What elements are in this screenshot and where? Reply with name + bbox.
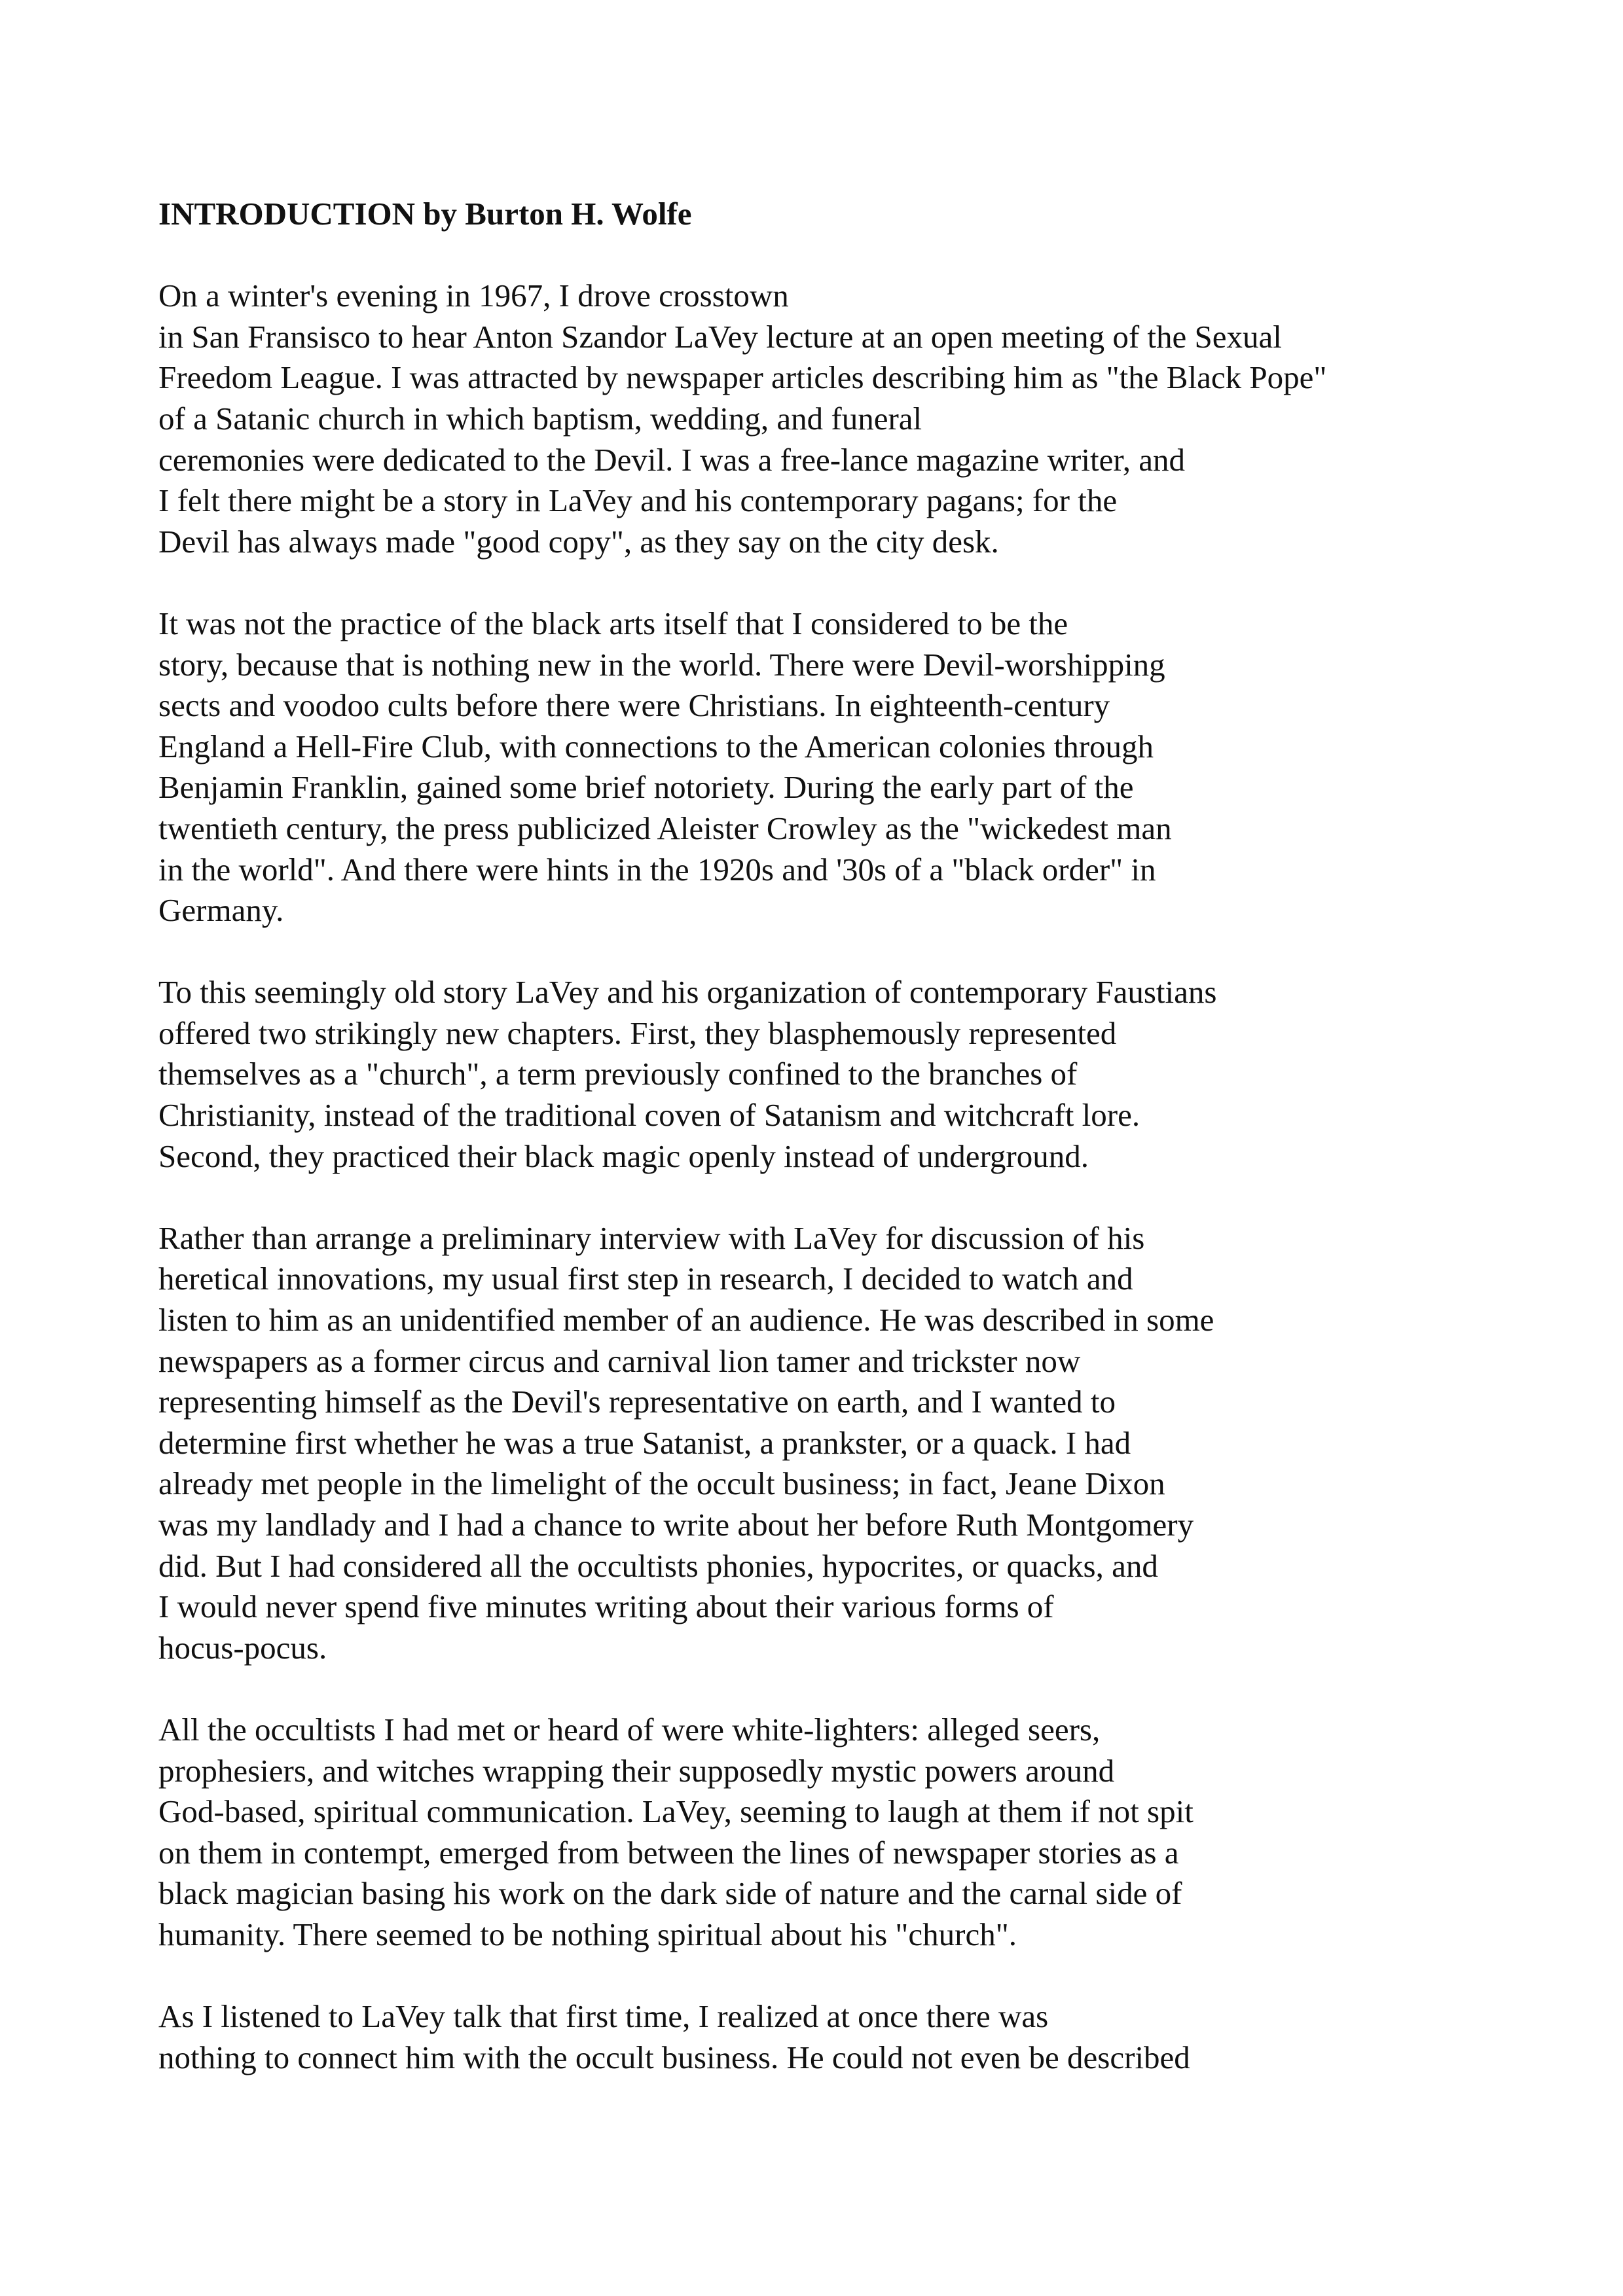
text-line: Freedom League. I was attracted by newspaper articles describing him as "the Black Pope" <box>158 359 1327 396</box>
paragraph-spacer <box>158 562 1599 603</box>
text-line: sects and voodoo cults before there were Christians. In eighteenth-century <box>158 687 1110 724</box>
text-line: Rather than arrange a preliminary interview with LaVey for discussion of his <box>158 1219 1145 1256</box>
text-line: representing himself as the Devil's representative on earth, and I wanted to <box>158 1384 1116 1420</box>
heading-spacer <box>158 235 1599 276</box>
paragraph <box>158 603 1599 931</box>
text-line: nothing to connect him with the occult business. He could not even be described <box>158 2039 1190 2075</box>
text-line: determine first whether he was a true Satanist, a prankster, or a quack. I had <box>158 1424 1131 1461</box>
text-line: England a Hell-Fire Club, with connections to the American colonies through <box>158 728 1154 764</box>
text-line: twentieth century, the press publicized Aleister Crowley as the "wickedest man <box>158 810 1172 846</box>
text-line: Second, they practiced their black magic openly instead of underground. <box>158 1138 1089 1174</box>
paragraphs-container <box>158 276 1599 2078</box>
text-line: story, because that is nothing new in the world. There were Devil-worshipping <box>158 646 1165 683</box>
text-line: hocus-pocus. <box>158 1629 327 1666</box>
text-line: God-based, spiritual communication. LaVey, seeming to laugh at them if not spit <box>158 1793 1194 1830</box>
text-line: newspapers as a former circus and carnival lion tamer and trickster now <box>158 1342 1081 1379</box>
text-line: in San Fransisco to hear Anton Szandor LaVey lecture at an open meeting of the Sexual <box>158 318 1282 355</box>
text-line: prophesiers, and witches wrapping their supposedly mystic powers around <box>158 1752 1115 1789</box>
text-line: did. But I had considered all the occultists phonies, hypocrites, or quacks, and <box>158 1547 1158 1584</box>
paragraph <box>158 1996 1599 2078</box>
text-line: I would never spend five minutes writing about their various forms of <box>158 1588 1054 1625</box>
text-line: in the world". And there were hints in the 1920s and '30s of a "black order" in <box>158 851 1156 888</box>
text-line: offered two strikingly new chapters. First, they blasphemously represented <box>158 1014 1117 1051</box>
text-line: heretical innovations, my usual first step in research, I decided to watch and <box>158 1261 1133 1297</box>
text-line: Christianity, instead of the traditional coven of Satanism and witchcraft lore. <box>158 1097 1140 1134</box>
page-title: INTRODUCTION by Burton H. Wolfe <box>158 196 692 232</box>
text-line: on them in contempt, emerged from between the lines of newspaper stories as a <box>158 1834 1179 1871</box>
text-line: It was not the practice of the black arts itself that I considered to be the <box>158 605 1068 641</box>
text-line: Devil has always made "good copy", as they say on the city desk. <box>158 523 999 560</box>
paragraph <box>158 1218 1599 1669</box>
paragraph <box>158 276 1599 562</box>
text-line: Benjamin Franklin, gained some brief notoriety. During the early part of the <box>158 769 1134 806</box>
text-line: On a winter's evening in 1967, I drove crosstown <box>158 278 789 314</box>
text-line: of a Satanic church in which baptism, wedding, and funeral <box>158 400 922 437</box>
text-line: was my landlady and I had a chance to write about her before Ruth Montgomery <box>158 1507 1194 1543</box>
paragraph-spacer <box>158 931 1599 973</box>
text-line: I felt there might be a story in LaVey and his contemporary pagans; for the <box>158 482 1118 519</box>
paragraph <box>158 972 1599 1177</box>
text-line: black magician basing his work on the dark side of nature and the carnal side of <box>158 1875 1182 1912</box>
paragraph-spacer <box>158 1177 1599 1218</box>
paragraph <box>158 1710 1599 1956</box>
text-line: humanity. There seemed to be nothing spiritual about his "church". <box>158 1916 1017 1952</box>
text-line: listen to him as an unidentified member of an audience. He was described in some <box>158 1302 1214 1338</box>
text-line: Germany. <box>158 892 284 929</box>
text-line: already met people in the limelight of the occult business; in fact, Jeane Dixon <box>158 1465 1165 1502</box>
document-body <box>158 194 1599 2078</box>
text-line: As I listened to LaVey talk that first time, I realized at once there was <box>158 1998 1049 2035</box>
text-line: themselves as a "church", a term previously confined to the branches of <box>158 1056 1078 1092</box>
text-line: To this seemingly old story LaVey and his organization of contemporary Faustians <box>158 974 1217 1011</box>
text-line: ceremonies were dedicated to the Devil. I was a free-lance magazine writer, and <box>158 441 1185 478</box>
paragraph-spacer <box>158 1668 1599 1710</box>
text-line: All the occultists I had met or heard of were white-lighters: alleged seers, <box>158 1711 1101 1748</box>
paragraph-spacer <box>158 1956 1599 1997</box>
